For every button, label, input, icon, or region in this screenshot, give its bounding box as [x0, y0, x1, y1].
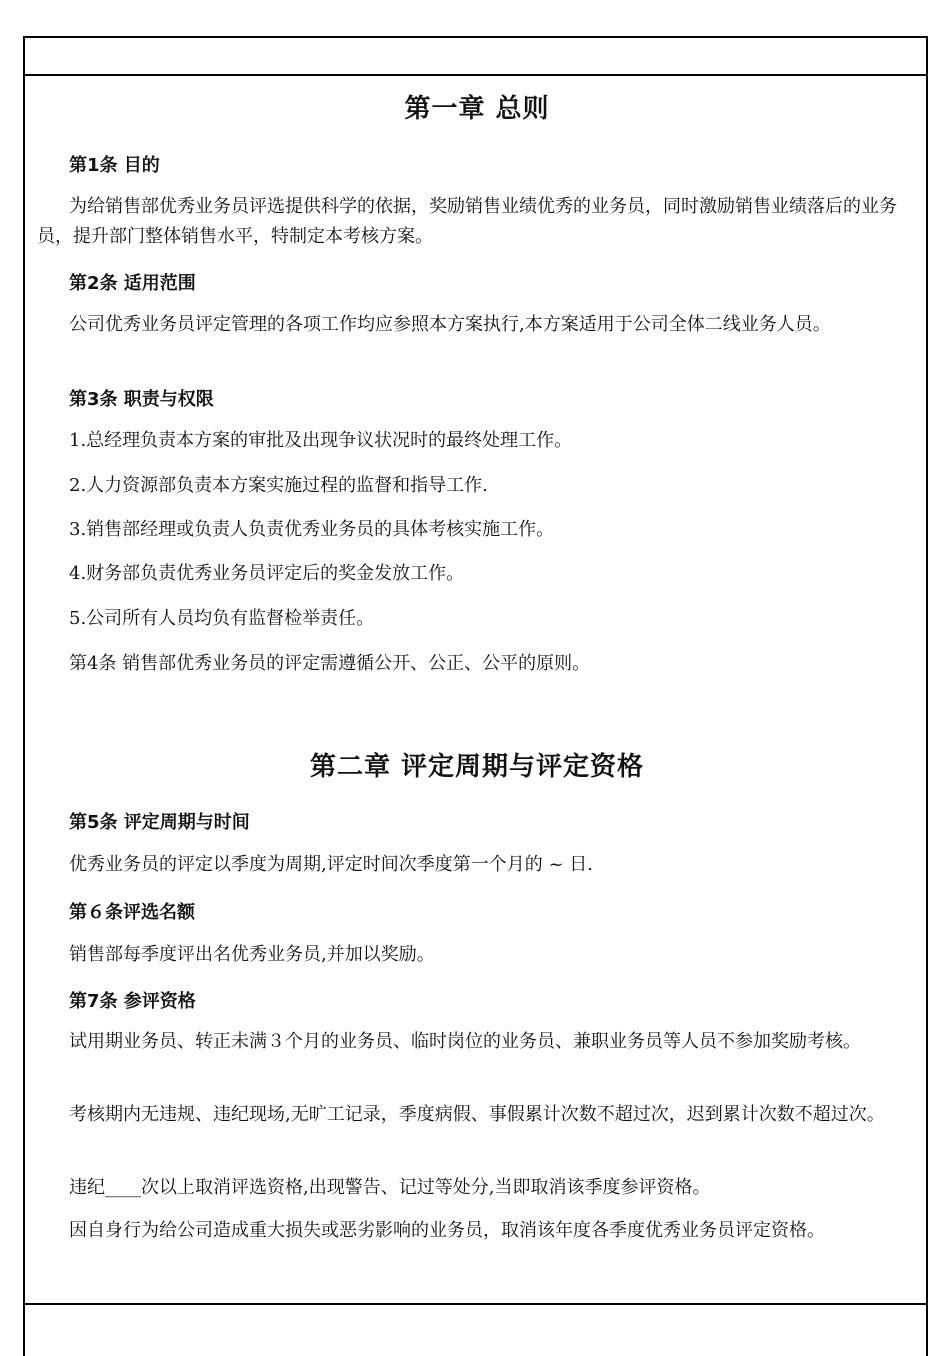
article-3-item-5: 5.公司所有人员均负有监督检举责任。 — [69, 608, 375, 629]
article-2-heading: 第2条 适用范围 — [69, 273, 196, 294]
article-3-heading: 第3条 职责与权限 — [69, 389, 214, 410]
article-7-para-2: 考核期内无违规、违纪现场,无旷工记录，季度病假、事假累计次数不超过次，迟到累计次数不超过次。 — [69, 1104, 885, 1125]
article-3-item-1: 1.总经理负责本方案的审批及出现争议状况时的最终处理工作。 — [69, 430, 573, 451]
article-1-text: 为给销售部优秀业务员评选提供科学的依据，奖励销售业绩优秀的业务员，同时激励销售业绩落后的业务员，提升部门整体销售水平，特制定本考核方案。 — [37, 196, 897, 247]
article-7-para-1: 试用期业务员、转正未满３个月的业务员、临时岗位的业务员、兼职业务员等人员不参加奖励考核。 — [69, 1031, 861, 1052]
article-5-heading: 第5条 评定周期与时间 — [69, 812, 250, 833]
chapter-2-title: 第二章 评定周期与评定资格 — [309, 752, 645, 782]
article-6-heading: 第６条评选名额 — [69, 902, 195, 923]
article-2-text: 公司优秀业务员评定管理的各项工作均应参照本方案执行,本方案适用于公司全体二线业务人员。 — [69, 314, 831, 335]
article-3-item-3: 3.销售部经理或负责人负责优秀业务员的具体考核实施工作。 — [69, 519, 555, 540]
top-divider — [23, 74, 928, 76]
article-5-text: 优秀业务员的评定以季度为周期,评定时间次季度第一个月的 ~ 日. — [69, 854, 593, 875]
article-1-heading: 第1条 目的 — [69, 155, 160, 176]
chapter-1-title: 第一章 总则 — [404, 94, 550, 124]
article-4-text: 第4条 销售部优秀业务员的评定需遵循公开、公正、公平的原则。 — [69, 653, 591, 674]
bottom-divider — [23, 1303, 928, 1305]
article-7-heading: 第7条 参评资格 — [69, 991, 196, 1012]
article-3-item-4: 4.财务部负责优秀业务员评定后的奖金发放工作。 — [69, 563, 465, 584]
article-7-para-3: 违纪____次以上取消评选资格,出现警告、记过等处分,当即取消该季度参评资格。 — [69, 1177, 711, 1198]
article-6-text: 销售部每季度评出名优秀业务员,并加以奖励。 — [69, 944, 435, 965]
article-3-item-2: 2.人力资源部负责本方案实施过程的监督和指导工作. — [69, 475, 488, 496]
article-7-para-4: 因自身行为给公司造成重大损失或恶劣影响的业务员，取消该年度各季度优秀业务员评定资格。 — [69, 1220, 825, 1241]
